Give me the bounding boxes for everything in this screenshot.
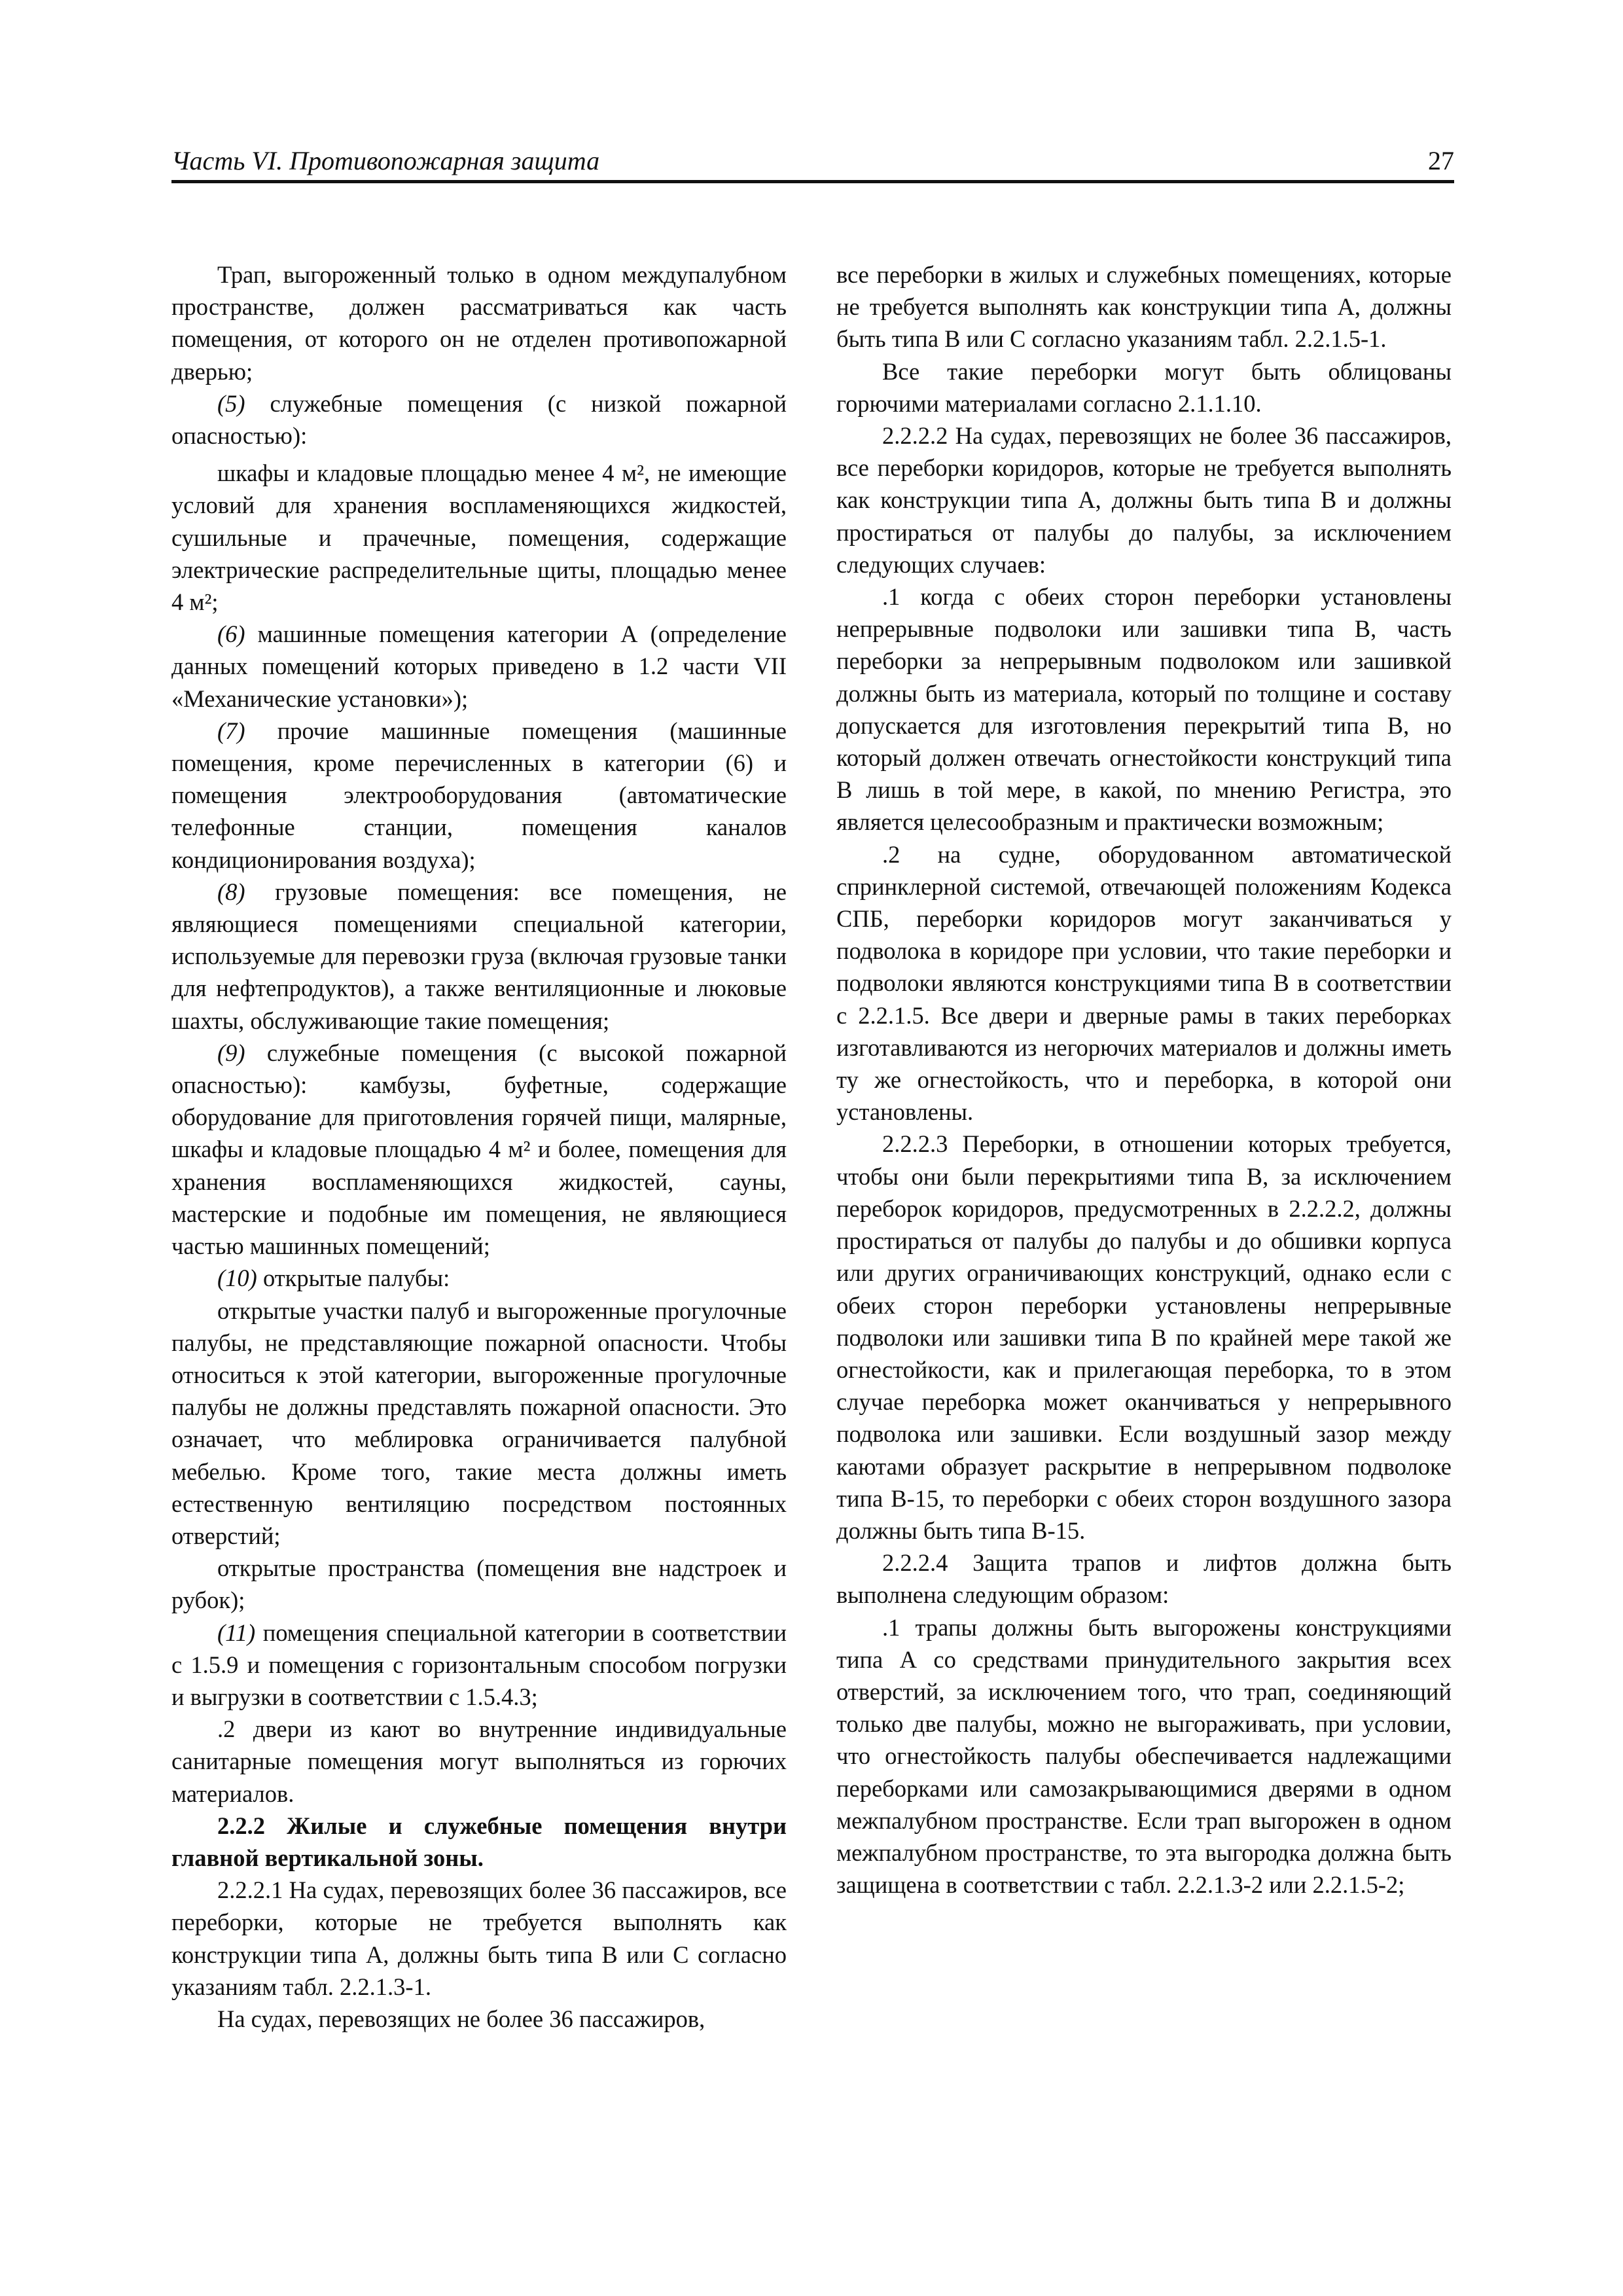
right-column bbox=[836, 259, 1452, 1901]
paragraph: .2 на судне, оборудованном автоматической спринклерной системой, отвечающей положениям Кодекса СПБ, переборки коридоров могут заканчиваться у подволока в коридоре при условии, что такие переборки и подволоки являются конструкциями типа В в соответствии с 2.2.1.5. Все двери и дверные рамы в таких переборках изготавливаются из негорючих материалов и должны иметь ту же огнестойкость, что и переборка, в которой они установлены. bbox=[836, 840, 1452, 1126]
section-heading: 2.2.2 Жилые и служебные помещения внутри главной вертикальной зоны. bbox=[171, 1812, 787, 1871]
paragraph: шкафы и кладовые площадью менее 4 м², не имеющие условий для хранения воспламеняющихся жидкостей, сушильные и прачечные, помещения, содержащие электрические распределительные щиты, площадью менее 4 м²; bbox=[171, 459, 787, 616]
paragraph: (5) служебные помещения (с низкой пожарной опасностью): bbox=[171, 389, 787, 450]
paragraph: Все такие переборки могут быть облицованы горючими материалами согласно 2.1.1.10. bbox=[836, 357, 1452, 417]
paragraph: (6) машинные помещения категории А (определение данных помещений которых приведено в 1.2 части VII «Механические установки»); bbox=[171, 620, 787, 712]
paragraph: открытые участки палуб и выгороженные прогулочные палубы, не представляющие пожарной опасности. Чтобы относиться к этой категории, выгороженные прогулочные палубы не должны представлять пожарной опасности. Это означает, что меблировка ограничивается палубной мебелью. Кроме того, такие места должны иметь естественную вентиляцию посредством постоянных отверстий; bbox=[171, 1297, 787, 1549]
paragraph: 2.2.2.4 Защита трапов и лифтов должна быть выполнена следующим образом: bbox=[836, 1549, 1452, 1609]
left-column bbox=[171, 259, 787, 2035]
page-number: 27 bbox=[1428, 146, 1454, 175]
paragraph: На судах, перевозящих не более 36 пассажиров, bbox=[217, 2005, 705, 2032]
category-label: (11) bbox=[217, 1619, 256, 1646]
paragraph: 2.2.2.1 На судах, перевозящих более 36 пассажиров, все переборки, которые не требуется выполнять как конструкции типа А, должны быть типа В или С согласно указаниям табл. 2.2.1.3-1. bbox=[171, 1876, 787, 2000]
paragraph: .1 трапы должны быть выгорожены конструкциями типа А со средствами принудительного закрытия всех отверстий, за исключением того, что трап, соединяющий только две палубы, можно не выгораживать, при условии, что огнестойкость палубы обеспечивается надлежащими переборками или самозакрывающимися дверями в одном межпалубном пространстве. Если трап выгорожен в одном межпалубном пространстве, то эта выгородка должна быть защищена в соответствии с табл. 2.2.1.3-2 или 2.2.1.5-2; bbox=[836, 1613, 1452, 1899]
paragraph: открытые пространства (помещения вне надстроек и рубок); bbox=[171, 1554, 787, 1614]
category-label: (7) bbox=[217, 717, 245, 744]
page-header bbox=[171, 141, 1454, 183]
category-label: (6) bbox=[217, 620, 245, 648]
paragraph: .1 когда с обеих сторон переборки установлены непрерывные подволоки или зашивки типа В, часть переборки за непрерывным подволоком или зашивкой должны быть из материала, который по толщине и составу допускается для изготовления перекрытий типа В, но который должен отвечать огнестойкости конструкций типа В лишь в той мере, в какой, по мнению Регистра, это является целесообразным и практически возможным; bbox=[836, 583, 1452, 836]
category-label: (10) bbox=[217, 1265, 257, 1292]
paragraph: (7) прочие машинные помещения (машинные помещения, кроме перечисленных в категории (6) и помещения электрооборудования (автоматические телефонные станции, помещения каналов кондиционирования воздуха); bbox=[171, 717, 787, 873]
category-label: (9) bbox=[217, 1039, 245, 1066]
paragraph: 2.2.2.2 На судах, перевозящих не более 36 пассажиров, все переборки коридоров, которые не требуется выполнять как конструкции типа А, должны быть типа В и должны простираться от палубы до палубы, за исключением следующих случаев: bbox=[836, 422, 1452, 578]
running-title: Часть VI. Противопожарная защита bbox=[171, 146, 600, 175]
paragraph: .2 двери из кают во внутренние индивидуальные санитарные помещения могут выполняться из горючих материалов. bbox=[171, 1715, 787, 1807]
category-label: (5) bbox=[217, 389, 245, 417]
section-number: 2.2.2 bbox=[217, 1812, 265, 1839]
paragraph: (8) грузовые помещения: все помещения, не являющиеся помещениями специальной категории, используемые для перевозки груза (включая грузовые танки для нефтепродуктов), а также вентиляционные и люковые шахты, обслуживающие такие помещения; bbox=[171, 878, 787, 1034]
paragraph: все переборки в жилых и служебных помещениях, которые не требуется выполнять как конструкции типа А, должны быть типа В или С согласно указаниям табл. 2.2.1.5-1. bbox=[836, 261, 1452, 353]
paragraph: 2.2.2.3 Переборки, в отношении которых требуется, чтобы они были перекрытиями типа В, за исключением переборок коридоров, предусмотренных в 2.2.2.2, должны простираться от палубы до палубы и до обшивки корпуса или других ограничивающих конструкций, однако если с обеих сторон переборки установлены непрерывные подволоки или зашивки типа В по крайней мере такой же огнестойкости, как и прилегающая переборка, то в этом случае переборка может оканчиваться у непрерывного подволока или зашивки. Если воздушный зазор между каютами образует раскрытие в непрерывном подволоке типа В-15, то переборки с обеих сторон воздушного зазора должны быть типа В-15. bbox=[836, 1130, 1452, 1544]
category-label: (8) bbox=[217, 878, 245, 905]
paragraph: Трап, выгороженный только в одном междупалубном пространстве, должен рассматриваться как часть помещения, от которого он не отделен противопожарной дверью; bbox=[171, 261, 787, 385]
paragraph: (10) открытые палубы: bbox=[217, 1265, 450, 1292]
paragraph: (11) помещения специальной категории в соответствии с 1.5.9 и помещения с горизонтальным способом погрузки и выгрузки в соответствии с 1.5.4.3; bbox=[171, 1619, 787, 1710]
paragraph: (9) служебные помещения (с высокой пожарной опасностью): камбузы, буфетные, содержащие оборудование для приготовления горячей пищи, малярные, шкафы и кладовые площадью 4 м² и более, помещения для хранения воспламеняющихся жидкостей, сауны, мастерские и подобные им помещения, не являющиеся частью машинных помещений; bbox=[171, 1039, 787, 1260]
